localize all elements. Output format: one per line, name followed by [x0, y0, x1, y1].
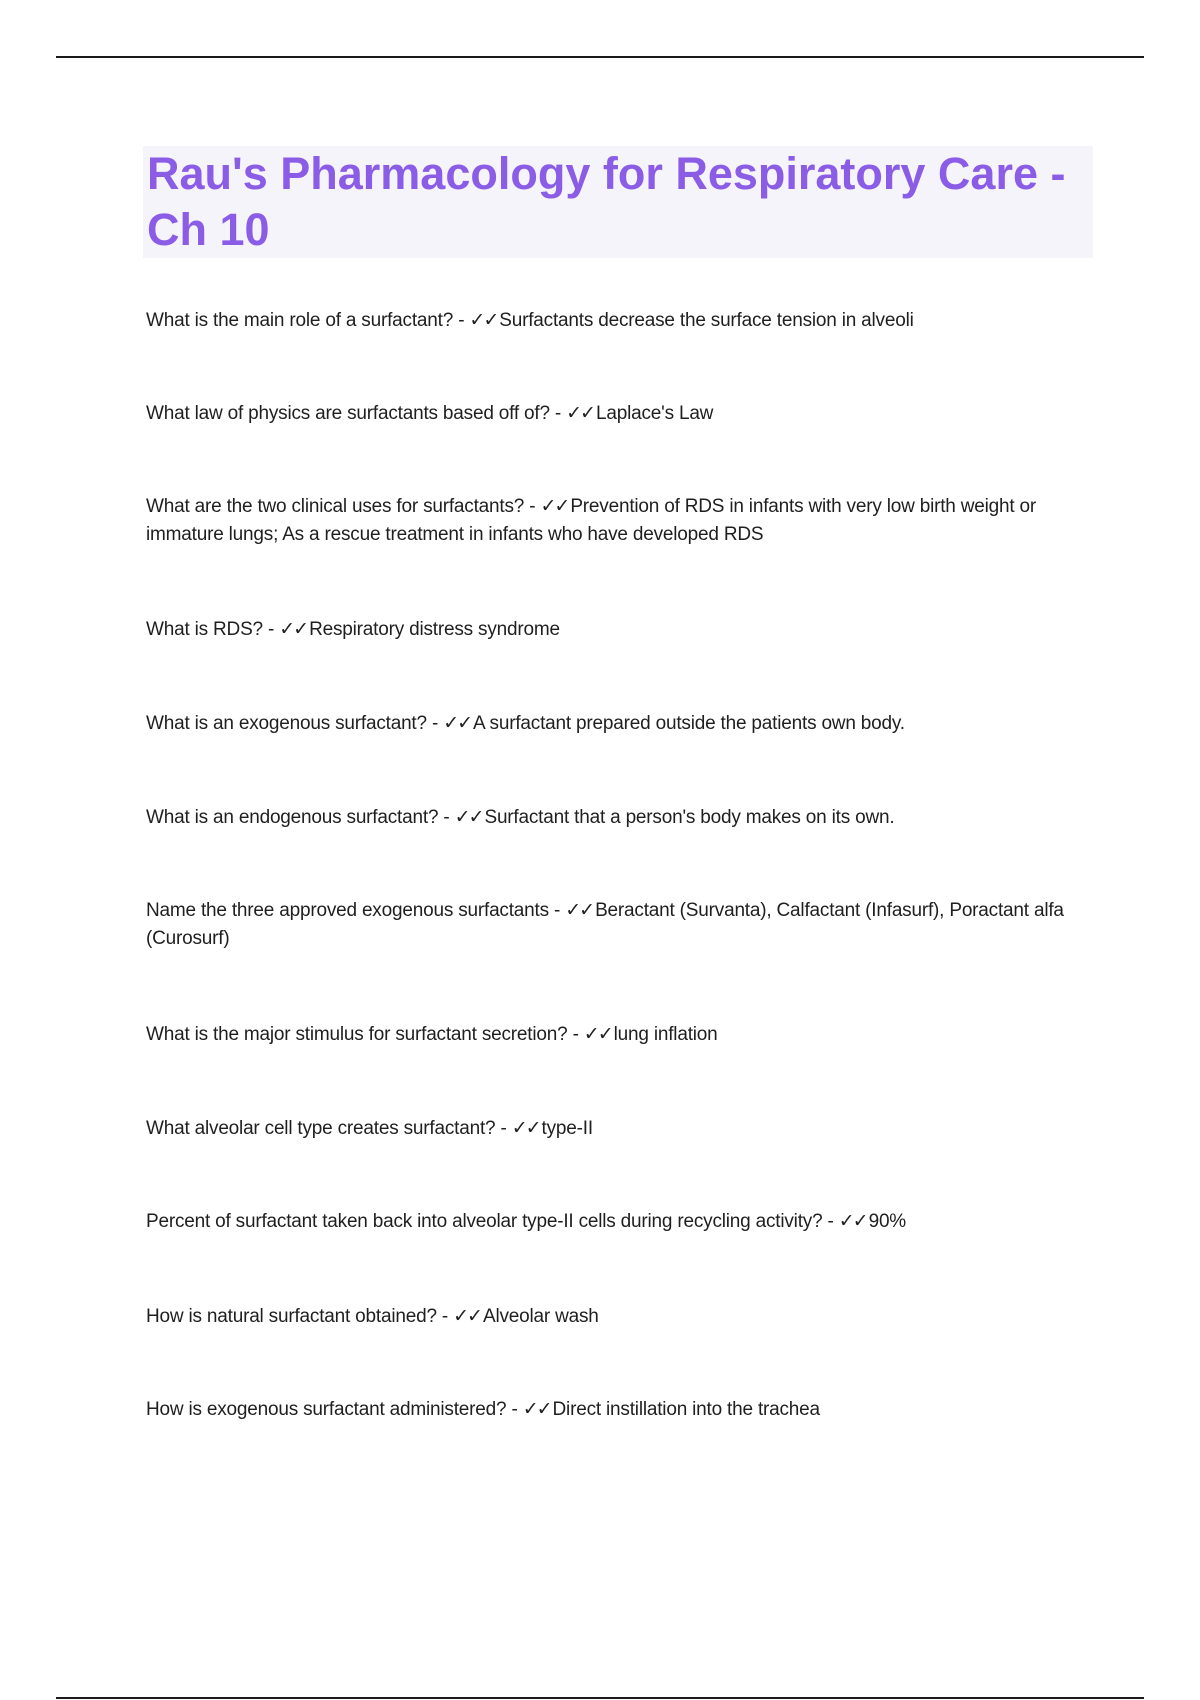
double-check-icon: ✓✓ — [511, 1117, 540, 1139]
question-text: What is the major stimulus for surfactant secretion? — [146, 1024, 568, 1045]
answer-text: lung inflation — [613, 1024, 718, 1045]
qa-item — [146, 306, 1066, 335]
page-title: Rau's Pharmacology for Respiratory Care - Ch 10 — [147, 148, 1066, 255]
double-check-icon: ✓✓ — [522, 1398, 551, 1420]
qa-item — [146, 709, 1066, 738]
separator: - — [262, 619, 280, 640]
qa-item — [146, 896, 1066, 953]
qa-item — [146, 1302, 1066, 1331]
separator: - — [524, 496, 541, 517]
answer-text: A surfactant prepared outside the patients own body. — [473, 713, 905, 734]
question-text: What is an exogenous surfactant? — [146, 713, 427, 734]
answer-text: Respiratory distress syndrome — [309, 619, 560, 640]
double-check-icon: ✓✓ — [469, 309, 498, 331]
double-check-icon: ✓✓ — [540, 495, 569, 517]
qa-item — [146, 1207, 1066, 1236]
answer-text: Alveolar wash — [482, 1306, 599, 1327]
separator: - — [822, 1211, 839, 1232]
title-banner — [143, 146, 1093, 258]
question-text: How is exogenous surfactant administered? — [146, 1399, 507, 1420]
qa-item — [146, 615, 1066, 644]
question-text: What is an endogenous surfactant? — [146, 807, 439, 828]
answer-text: Beractant (Survanta), Calfactant (Infasurf), Poractant alfa (Curosurf) — [146, 900, 1064, 949]
question-text: Percent of surfactant taken back into alveolar type-II cells during recycling activity? — [146, 1211, 823, 1232]
question-text: How is natural surfactant obtained? — [146, 1306, 437, 1327]
bottom-rule — [56, 1697, 1144, 1699]
question-text: What is the main role of a surfactant? — [146, 310, 454, 331]
separator: - — [549, 403, 567, 424]
answer-text: Surfactants decrease the surface tension in alveoli — [499, 310, 914, 331]
separator: - — [548, 900, 566, 921]
qa-item — [146, 1020, 1066, 1049]
answer-text: 90% — [868, 1211, 907, 1232]
separator: - — [438, 807, 455, 828]
qa-item — [146, 803, 1066, 832]
double-check-icon: ✓✓ — [583, 1023, 612, 1045]
answer-text: Direct instillation into the trachea — [552, 1399, 820, 1420]
answer-text: Prevention of RDS in infants with very low birth weight or immature lungs; As a rescue treatment in infants who have developed RDS — [146, 496, 1037, 545]
question-text: What is RDS? — [146, 619, 263, 640]
separator: - — [436, 1306, 454, 1327]
question-text: What are the two clinical uses for surfactants? — [146, 496, 525, 517]
qa-item — [146, 492, 1066, 549]
double-check-icon: ✓✓ — [565, 899, 594, 921]
separator: - — [426, 713, 444, 734]
answer-text: type-II — [541, 1118, 593, 1139]
separator: - — [567, 1024, 584, 1045]
separator: - — [506, 1399, 523, 1420]
separator: - — [453, 310, 470, 331]
top-rule — [56, 56, 1144, 58]
double-check-icon: ✓✓ — [838, 1210, 867, 1232]
double-check-icon: ✓✓ — [454, 806, 483, 828]
answer-text: Surfactant that a person's body makes on its own. — [484, 807, 895, 828]
separator: - — [495, 1118, 512, 1139]
double-check-icon: ✓✓ — [566, 402, 594, 424]
double-check-icon: ✓✓ — [453, 1305, 481, 1327]
question-text: Name the three approved exogenous surfactants — [146, 900, 549, 921]
qa-item — [146, 1114, 1066, 1143]
answer-text: Laplace's Law — [595, 403, 714, 424]
double-check-icon: ✓✓ — [279, 618, 308, 640]
question-text: What alveolar cell type creates surfactant? — [146, 1118, 496, 1139]
qa-item — [146, 399, 1066, 428]
qa-item — [146, 1395, 1066, 1424]
double-check-icon: ✓✓ — [443, 712, 472, 734]
question-text: What law of physics are surfactants based off of? — [146, 403, 550, 424]
